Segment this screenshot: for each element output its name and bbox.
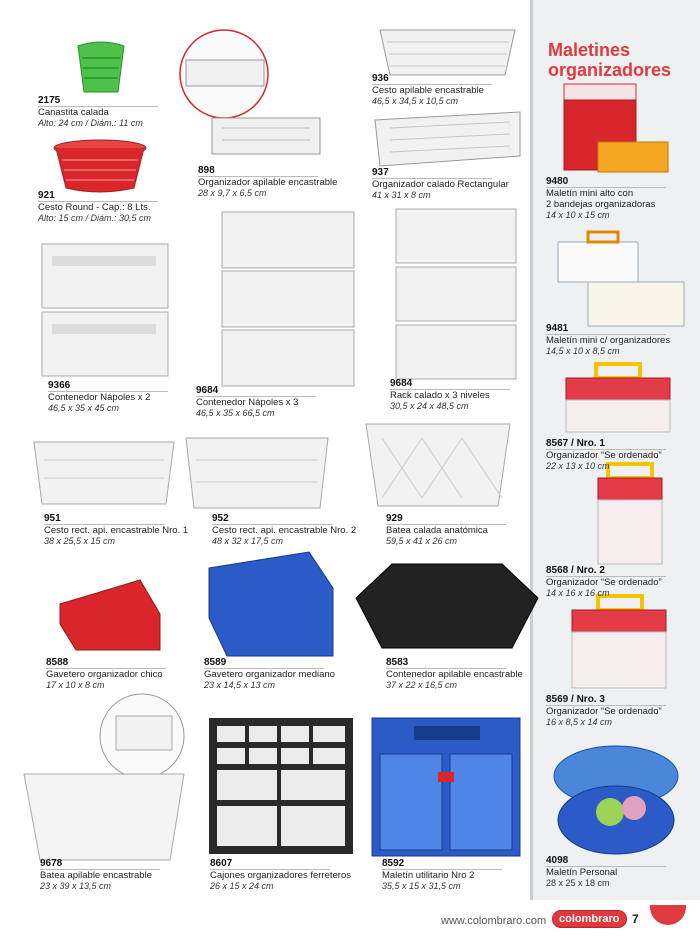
page-corner-tab [650,905,686,925]
product-code: 936 [372,73,389,84]
product-code: 8583 [386,657,409,668]
product-code: 898 [198,165,215,176]
product-8567 [546,438,666,472]
product-name: Maletín utilitario Nro 2 [382,870,475,881]
product-9678 [40,858,160,892]
product-image-9684-rack [392,205,520,383]
product-9480 [546,176,666,221]
product-code: 2175 [38,95,61,106]
product-code: 9481 [546,323,569,334]
product-code: 929 [386,513,403,524]
product-code: 8588 [46,657,69,668]
product-9684-napoles [196,385,316,419]
product-dimensions: 22 x 13 x 10 cm [546,461,610,471]
product-code: 8592 [382,858,405,869]
product-name: Maletín mini c/ organizadores [546,335,671,346]
product-name: Gavetero organizador chico [46,669,163,680]
product-name: Canastita calada [38,107,109,118]
product-dimensions: 16 x 8,5 x 14 cm [546,717,613,727]
product-8592 [382,858,502,892]
product-name: Batea calada anatómica [386,525,488,536]
product-929 [386,513,506,547]
product-name: Organizador “Se ordenado” [546,706,662,717]
product-code: 8589 [204,657,227,668]
sidebar-title-line1: Maletines [548,40,631,60]
product-name: Organizador apilable encastrable [198,177,338,188]
product-921 [38,190,158,224]
product-image-8607 [207,716,355,856]
product-8568 [546,565,666,599]
product-dimensions: 37 x 22 x 16,5 cm [386,680,458,690]
product-name: Cesto rect. api. encastrable Nro. 2 [212,525,357,536]
product-2175 [38,95,158,129]
brand-logo: colombraro [552,910,627,928]
product-image-9684-napoles [218,208,358,390]
product-name: Cesto rect. api. encastrable Nro. 1 [44,525,189,536]
product-dimensions: Alto: 24 cm / Diám.: 11 cm [38,118,143,128]
product-dimensions: 59,5 x 41 x 26 cm [386,536,458,546]
footer-url-link[interactable]: www.colombraro.com [441,915,547,927]
product-name: Contenedor Nápoles x 3 [196,397,299,408]
product-image-9678 [20,692,192,864]
product-image-951 [30,436,178,508]
product-dimensions: 23 x 39 x 13,5 cm [40,881,112,891]
product-code: 9684 [196,385,219,396]
product-name: Contenedor apilable encastrable [386,669,523,680]
product-dimensions: 28 x 9,7 x 6,5 cm [198,188,267,198]
product-name: Cajones organizadores ferreteros [210,870,351,881]
product-dimensions: 46,5 x 35 x 45 cm [48,403,120,413]
product-code: 8568 / Nro. 2 [546,565,605,576]
product-code: 9684 [390,378,413,389]
product-image-898 [178,28,328,158]
product-image-4098 [550,736,684,860]
product-name: Rack calado x 3 niveles [390,390,490,401]
product-8607 [210,858,351,892]
product-name: Organizador calado Rectangular [372,179,509,190]
product-image-9481 [548,222,688,330]
product-image-9366 [38,238,173,380]
product-dimensions: 30,5 x 24 x 48,5 cm [390,401,469,411]
product-dimensions: 48 x 32 x 17,5 cm [212,536,284,546]
page-number: 7 [632,912,639,926]
product-image-8589 [205,548,337,660]
product-4098 [546,855,666,889]
product-image-8569 [568,594,670,692]
product-8589 [204,657,335,691]
product-code: 952 [212,513,229,524]
product-8583 [386,657,523,691]
sidebar-title [548,40,671,80]
product-name: Maletín mini alto con [546,188,634,199]
product-dimensions: 41 x 31 x 8 cm [372,190,431,200]
product-image-9480 [560,80,672,180]
product-dimensions: 14 x 16 x 16 cm [546,588,610,598]
product-image-2175 [72,38,130,96]
product-937 [372,167,509,201]
product-952 [212,513,356,547]
product-code: 9480 [546,176,569,187]
product-name: Contenedor Nápoles x 2 [48,392,151,403]
product-dimensions: 14 x 10 x 15 cm [546,210,610,220]
product-code: 8607 [210,858,233,869]
product-code: 4098 [546,855,569,866]
product-image-952 [182,432,332,512]
product-image-8568 [594,462,666,568]
product-dimensions: 17 x 10 x 8 cm [46,680,105,690]
product-image-8567 [562,362,674,434]
product-dimensions: 38 x 25,5 x 15 cm [44,536,116,546]
product-name: Batea apilable encastrable [40,870,152,881]
product-name: Organizador “Se ordenado” [546,577,662,588]
product-image-8592 [370,716,522,858]
product-dimensions: 46,5 x 35 x 66,5 cm [196,408,275,418]
product-code: 9678 [40,858,63,869]
product-image-936 [375,20,520,80]
product-8569 [546,694,666,728]
product-image-8583 [352,558,542,652]
product-9481 [546,323,670,357]
product-name-line2: 2 bandejas organizadoras [546,199,656,210]
product-code: 9366 [48,380,71,391]
sidebar-title-line2: organizadores [548,60,672,80]
product-dimensions: 28 x 25 x 18 cm [546,878,610,888]
product-936 [372,73,492,107]
product-code: 951 [44,513,61,524]
product-dimensions: 46,5 x 34,5 x 10,5 cm [372,96,459,106]
product-name: Cesto Round - Cap.: 8 Lts. [38,202,151,213]
product-dimensions: 14,5 x 10 x 8,5 cm [546,346,620,356]
product-code: 8569 / Nro. 3 [546,694,605,705]
product-code: 921 [38,190,55,201]
product-dimensions: 26 x 15 x 24 cm [210,881,274,891]
product-8588 [46,657,166,691]
product-951 [44,513,188,547]
product-code: 937 [372,167,389,178]
product-image-8588 [56,574,166,658]
product-name: Cesto apilable encastrable [372,85,484,96]
product-image-937 [370,108,528,168]
product-code: 8567 / Nro. 1 [546,438,605,449]
product-image-929 [362,418,514,510]
product-name: Gavetero organizador mediano [204,669,335,680]
product-dimensions: Alto: 15 cm / Diám.: 30,5 cm [38,213,152,223]
product-dimensions: 23 x 14,5 x 13 cm [204,680,276,690]
product-name: Organizador “Se ordenado” [546,450,662,461]
product-9684-rack [390,378,510,412]
product-name: Maletín Personal [546,867,618,878]
product-9366 [48,380,168,414]
product-dimensions: 35,5 x 15 x 31,5 cm [382,881,461,891]
product-898 [198,165,337,199]
product-image-921 [52,138,148,194]
